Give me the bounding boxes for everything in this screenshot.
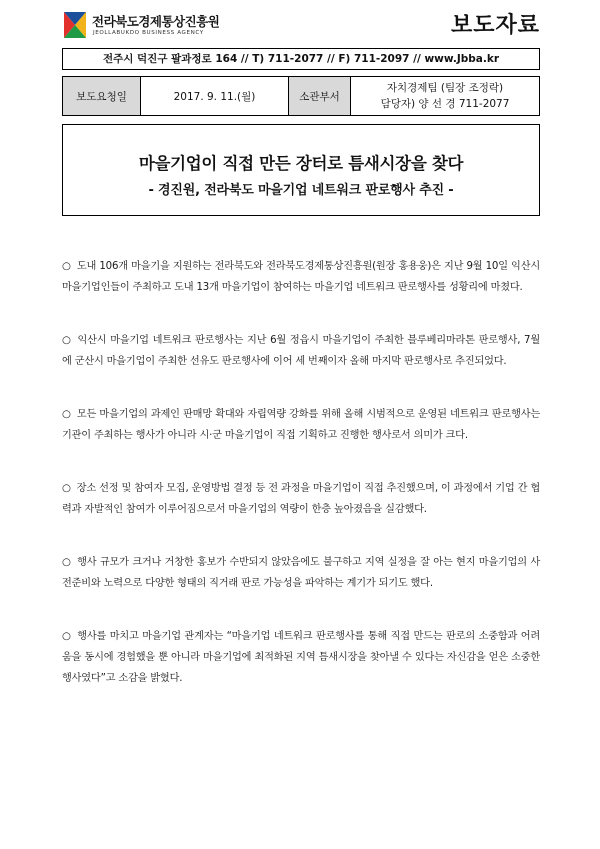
department-value bbox=[351, 77, 540, 116]
department-contact: 담당자) 양 선 경 711-2077 bbox=[380, 98, 510, 110]
org-name-english: JEOLLABUKDO BUSINESS AGENCY bbox=[93, 30, 204, 36]
table-row bbox=[63, 77, 540, 116]
jbba-logo-icon bbox=[62, 10, 88, 40]
department-label: 소관부서 bbox=[289, 77, 351, 116]
org-logo bbox=[62, 6, 282, 46]
bullet-icon: ○ bbox=[62, 631, 72, 642]
document-header bbox=[62, 6, 540, 46]
bullet-icon: ○ bbox=[62, 557, 72, 568]
department-team: 자치경제팀 (팀장 조정락) bbox=[386, 82, 504, 94]
release-date-label: 보도요청일 bbox=[63, 77, 141, 116]
paragraph-3: ○ 모든 마을기업의 과제인 판매망 확대와 자립역량 강화를 위해 올해 시범적으로 운영된 네트워크 판로행사는 기관이 주최하는 행사가 아니라 시·군 마을기업이 직접 기획하고 진행한 행사로서 의미가 크다. bbox=[62, 409, 540, 441]
paragraph-6: ○ 행사를 마치고 마을기업 관계자는 “마을기업 네트워크 판로행사를 통해 직접 만드는 판로의 소중함과 어려움을 동시에 경험했을 뿐 아니라 마을기업에 최적화된 지역 틈새시장을 찾아낼 수 있다는 자신감을 얻은 소중한 행사였다”고 소감을 밝혔다. bbox=[62, 631, 540, 684]
bullet-icon: ○ bbox=[62, 483, 71, 494]
org-name: 전라북도경제통상진흥원 bbox=[92, 14, 220, 29]
bullet-icon: ○ bbox=[62, 335, 72, 346]
subheadline: - 경진원, 전라북도 마을기업 네트워크 판로행사 추진 - bbox=[148, 183, 454, 198]
press-release-title: 보도자료 bbox=[450, 13, 540, 38]
release-info-table bbox=[62, 76, 540, 116]
headline: 마을기업이 직접 만든 장터로 틈새시장을 찾다 bbox=[138, 154, 464, 173]
contact-info-bar: 전주시 덕진구 팔과정로 164 // T) 711-2077 // F) 711-2097 // www.Jbba.kr bbox=[62, 48, 540, 70]
paragraph-4: ○ 장소 선정 및 참여자 모집, 운영방법 결정 등 전 과정을 마을기업이 직접 추진했으며, 이 과정에서 기업 간 협력과 자발적인 참여가 이루어짐으로서 마을기업의 역량이 한층 높아졌음을 실감했다. bbox=[62, 483, 540, 515]
headline-box bbox=[62, 124, 540, 216]
bullet-icon: ○ bbox=[62, 409, 71, 420]
release-date-value: 2017. 9. 11.(월) bbox=[141, 77, 289, 116]
paragraph-2: ○ 익산시 마을기업 네트워크 판로행사는 지난 6월 정읍시 마을기업이 주최한 블루베리마라톤 판로행사, 7월에 군산시 마을기업이 주최한 선유도 판로행사에 이어 세 번째이자 올해 마지막 판로행사로 추진되었다. bbox=[62, 335, 540, 367]
paragraph-5: ○ 행사 규모가 크거나 거창한 홍보가 수반되지 않았음에도 불구하고 지역 실정을 잘 아는 현지 마을기업의 사전준비와 노력으로 다양한 형태의 직거래 판로 가능성을 파악하는 계기가 되기도 했다. bbox=[62, 557, 540, 589]
article-body bbox=[62, 256, 540, 721]
paragraph-1: ○ 도내 106개 마을기을 지원하는 전라북도와 전라북도경제통상진흥원(원장 홍용웅)은 지난 9월 10일 익산시 마을기업인들이 주최하고 도내 13개 마을기업이 참여하는 마을기업 네트워크 판로행사를 성황리에 마쳤다. bbox=[62, 261, 540, 293]
bullet-icon: ○ bbox=[62, 261, 71, 272]
